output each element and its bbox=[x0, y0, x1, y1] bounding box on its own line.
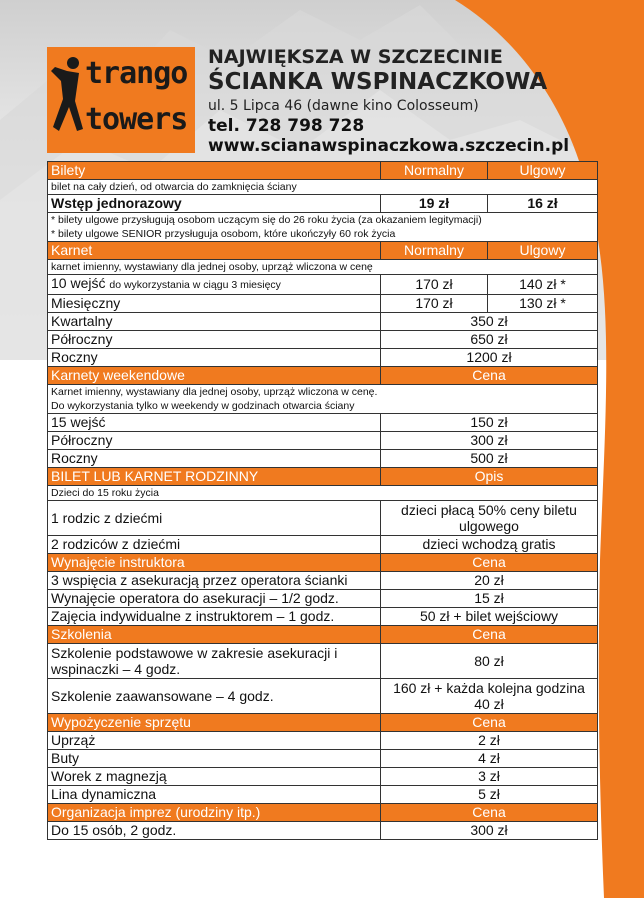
section-header-instructor: Wynajęcie instruktora Cena bbox=[48, 554, 598, 572]
climber-icon bbox=[49, 51, 89, 151]
header-line2: ŚCIANKA WSPINACZKOWA bbox=[208, 69, 548, 95]
price-table bbox=[47, 161, 598, 840]
address: ul. 5 Lipca 46 (dawne kino Colosseum) bbox=[208, 98, 479, 114]
logo bbox=[47, 47, 195, 153]
note-row: Dzieci do 15 roku życia bbox=[48, 486, 598, 501]
table-row: Szkolenie zaawansowane – 4 godz. 160 zł + każda kolejna godzina 40 zł bbox=[48, 679, 598, 714]
table-row: 15 wejść 150 zł bbox=[48, 414, 598, 432]
table-row: Kwartalny 350 zł bbox=[48, 313, 598, 331]
table-row: Półroczny 650 zł bbox=[48, 331, 598, 349]
note-row: Karnet imienny, wystawiany dla jednej osoby, uprząż wliczona w cenę. Do wykorzystania tylko w weekendy w godzinach otwarcia ściany bbox=[48, 385, 598, 414]
note-row: bilet na cały dzień, od otwarcia do zamknięcia ściany bbox=[48, 180, 598, 195]
website: www.scianawspinaczkowa.szczecin.pl bbox=[208, 136, 570, 156]
table-row: Lina dynamiczna 5 zł bbox=[48, 786, 598, 804]
section-header-family: BILET LUB KARNET RODZINNY Opis bbox=[48, 468, 598, 486]
table-row: Wstęp jednorazowy 19 zł 16 zł bbox=[48, 195, 598, 213]
note-row: karnet imienny, wystawiany dla jednej osoby, uprząż wliczona w cenę bbox=[48, 260, 598, 275]
table-row: Półroczny 300 zł bbox=[48, 432, 598, 450]
header-line1: NAJWIĘKSZA W SZCZECINIE bbox=[208, 46, 503, 68]
section-header-weekend: Karnety weekendowe Cena bbox=[48, 367, 598, 385]
table-row: Roczny 500 zł bbox=[48, 450, 598, 468]
table-row: 2 rodziców z dziećmi dzieci wchodzą gratis bbox=[48, 536, 598, 554]
table-row: Worek z magnezją 3 zł bbox=[48, 768, 598, 786]
table-row: Szkolenie podstawowe w zakresie asekuracji i wspinaczki – 4 godz. 80 zł bbox=[48, 644, 598, 679]
table-row: Wynajęcie operatora do asekuracji – 1/2 godz. 15 zł bbox=[48, 590, 598, 608]
table-row: Zajęcia indywidualne z instruktorem – 1 godz. 50 zł + bilet wejściowy bbox=[48, 608, 598, 626]
section-header-training: Szkolenia Cena bbox=[48, 626, 598, 644]
table-row: Uprząż 2 zł bbox=[48, 732, 598, 750]
table-row: Roczny 1200 zł bbox=[48, 349, 598, 367]
footnote-row: * bilety ulgowe przysługują osobom uczącym się do 26 roku życia (za okazaniem legitymacji) * bilety ulgowe SENIOR przysługuja osobom, które ukończyły 60 rok życia bbox=[48, 213, 598, 242]
section-header-events: Organizacja imprez (urodziny itp.) Cena bbox=[48, 804, 598, 822]
phone: tel. 728 798 728 bbox=[208, 116, 365, 136]
section-header-tickets: Bilety Normalny Ulgowy bbox=[48, 162, 598, 180]
logo-line2: towers bbox=[85, 102, 188, 137]
table-row: 1 rodzic z dziećmi dzieci płacą 50% ceny biletu ulgowego bbox=[48, 501, 598, 536]
table-row: Do 15 osób, 2 godz. 300 zł bbox=[48, 822, 598, 840]
section-header-passes: Karnet Normalny Ulgowy bbox=[48, 242, 598, 260]
table-row: Miesięczny 170 zł 130 zł * bbox=[48, 295, 598, 313]
logo-line1: trango bbox=[85, 56, 188, 91]
table-row: 3 wspięcia z asekuracją przez operatora ścianki 20 zł bbox=[48, 572, 598, 590]
header bbox=[208, 46, 628, 156]
table-row: Buty 4 zł bbox=[48, 750, 598, 768]
section-header-rental: Wypożyczenie sprzętu Cena bbox=[48, 714, 598, 732]
table-row: 10 wejść do wykorzystania w ciągu 3 miesięcy 170 zł 140 zł * bbox=[48, 275, 598, 295]
